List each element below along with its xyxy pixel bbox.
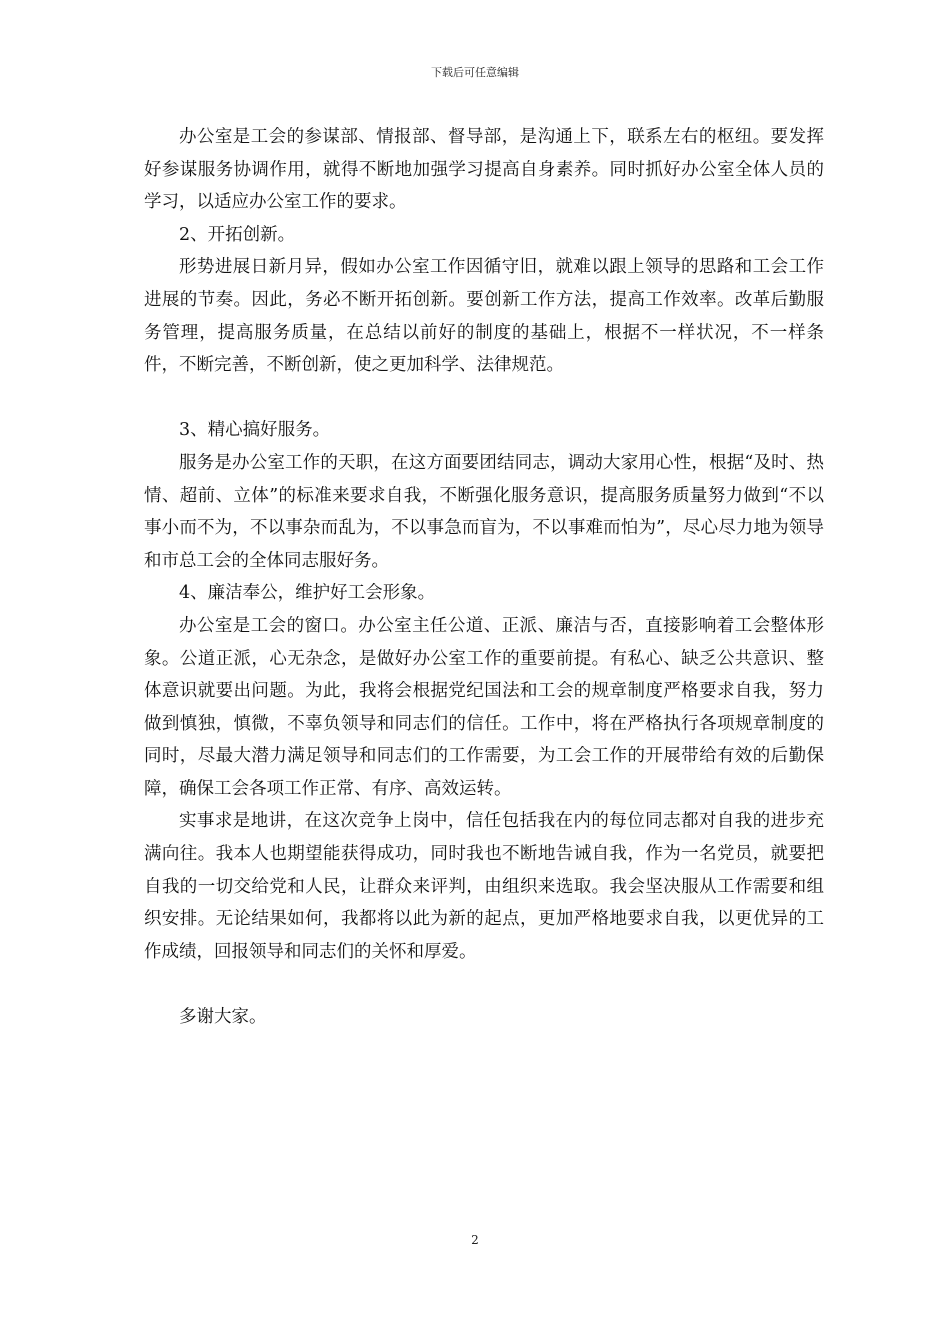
paragraph-office-role: 办公室是工会的参谋部、情报部、督导部，是沟通上下，联系左右的枢纽。要发挥好参谋服务协调作用，就得不断地加强学习提高自身素养。同时抓好办公室全体人员的学习，以适应办公室工作的要求。: [144, 127, 824, 213]
paragraph-thanks: 多谢大家。: [179, 1007, 267, 1028]
page-number: 2: [471, 1233, 479, 1247]
heading-innovation: 2、开拓创新。: [179, 224, 296, 245]
paragraph-innovation: 形势进展日新月异，假如办公室工作因循守旧，就难以跟上领导的思路和工会工作进展的节奏。因此，务必不断开拓创新。要创新工作方法，提高工作效率。改革后勤服务管理，提高服务质量，在总结以前好的制度的基础上，根据不一样状况，不一样条件，不断完善，不断创新，使之更加科学、法律规范。: [144, 257, 824, 376]
page-header: 下载后可任意编辑: [431, 66, 519, 79]
heading-integrity: 4、廉洁奉公，维护好工会形象。: [179, 583, 436, 604]
paragraph-service: 服务是办公室工作的天职，在这方面要团结同志，调动大家用心性，根据“及时、热情、超前、立体”的标准来要求自我，不断强化服务意识，提高服务质量努力做到“不以事小而不为，不以事杂而乱为，不以事急而盲为，不以事难而怕为”，尽心尽力地为领导和市总工会的全体同志服好务。: [144, 452, 824, 571]
heading-service: 3、精心搞好服务。: [179, 420, 331, 441]
paragraph-conclusion: 实事求是地讲，在这次竞争上岗中，信任包括我在内的每位同志都对自我的进步充满向往。我本人也期望能获得成功，同时我也不断地告诫自我，作为一名党员，就要把自我的一切交给党和人民，让群众来评判，由组织来选取。我会坚决服从工作需要和组织安排。无论结果如何，我都将以此为新的起点，更加严格地要求自我，以更优异的工作成绩，回报领导和同志们的关怀和厚爱。: [144, 811, 824, 962]
paragraph-integrity: 办公室是工会的窗口。办公室主任公道、正派、廉洁与否，直接影响着工会整体形象。公道正派，心无杂念，是做好办公室工作的重要前提。有私心、缺乏公共意识、整体意识就要出问题。为此，我将会根据党纪国法和工会的规章制度严格要求自我，努力做到慎独，慎微，不辜负领导和同志们的信任。工作中，将在严格执行各项规章制度的同时，尽最大潜力满足领导和同志们的工作需要，为工会工作的开展带给有效的后勤保障，确保工会各项工作正常、有序、高效运转。: [144, 615, 824, 799]
document-body: [144, 121, 824, 1034]
